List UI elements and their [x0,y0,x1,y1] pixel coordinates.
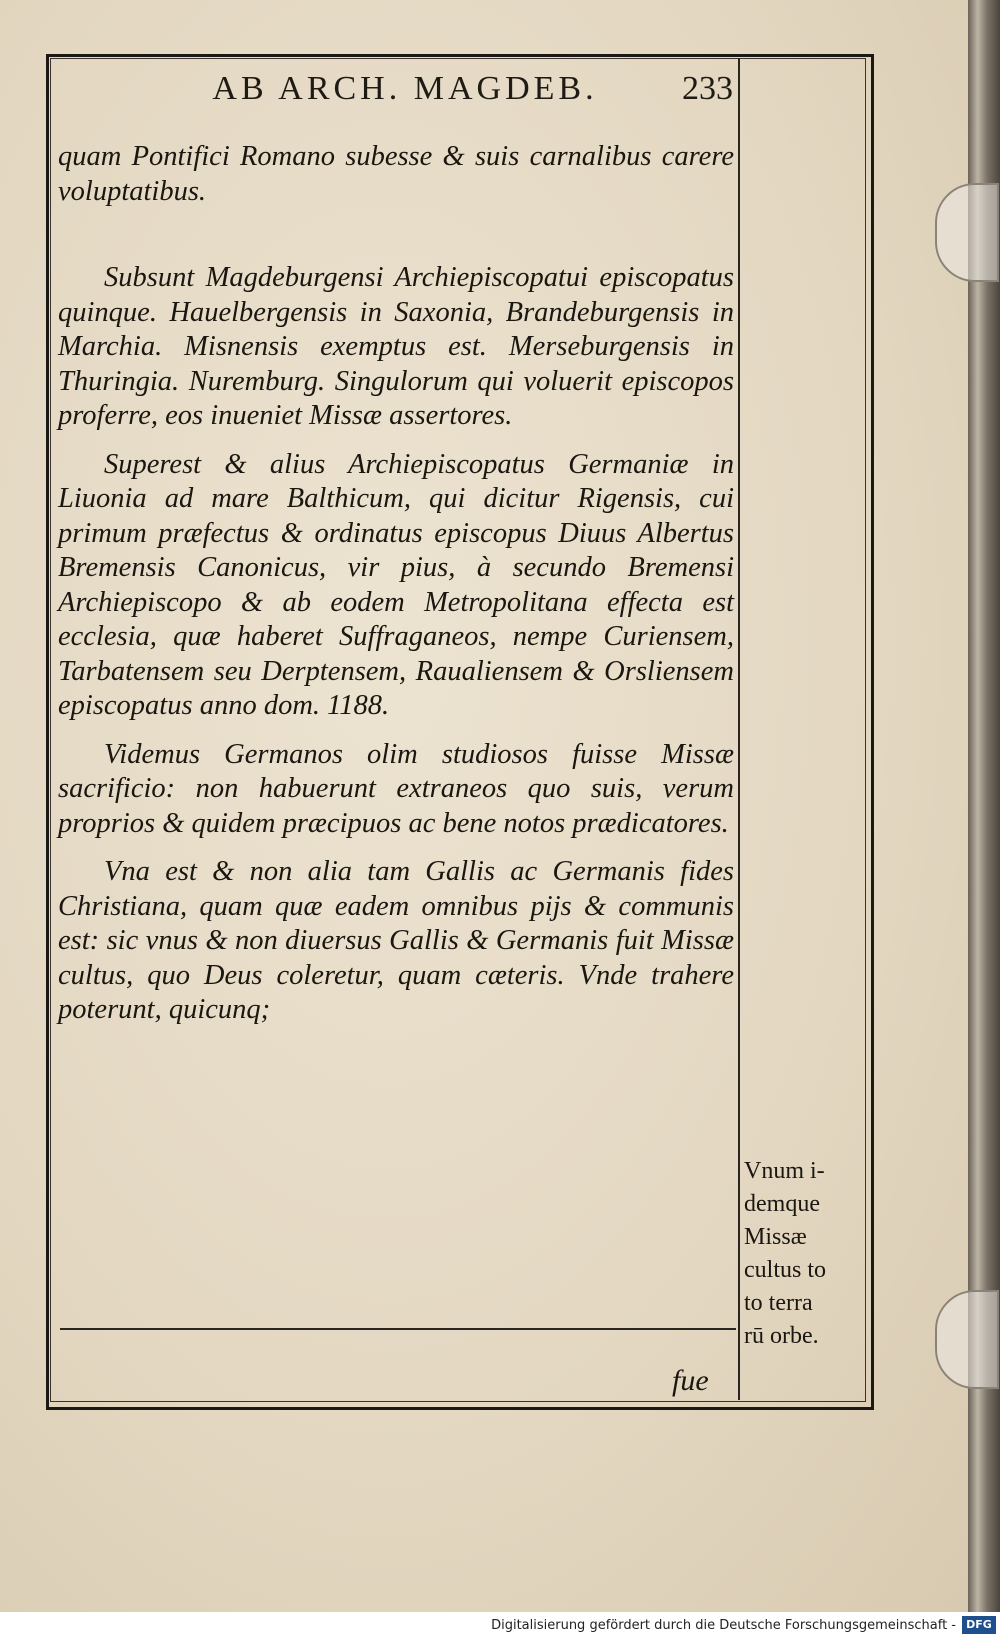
paragraph: Videmus Germanos olim studiosos fuisse Missæ sacrificio: non habuerunt extraneos quo suis, verum proprios & quidem præcipuos ac bene notos prædicatores. [58,738,734,839]
margin-note-line: rū orbe. [744,1323,819,1349]
catchword: fue [672,1364,709,1397]
paragraph: Superest & alius Archiepiscopatus Germaniæ in Liuonia ad mare Balthicum, qui dicitur Rigensis, cui primum præfectus & ordinatus episcopus Diuus Albertus Bremensis Canonicus, vir pius, à secundo Bremensi Archiepiscopo & ab eodem Metropolitana effecta est ecclesia, quæ haberet Suffraganeos, nempe Curiensem, Tarbatensem seu Derptensem, Raualiensem & Orsliensem episcopatus anno dom. 1188. [58,448,734,721]
footer-credit: Digitalisierung gefördert durch die Deutsche Forschungsgemeinschaft - [491,1618,956,1633]
margin-column-divider [738,58,740,1400]
paragraph: quam Pontifici Romano subesse & suis carnalibus carere voluptatibus. [58,141,734,207]
page-number: 233 [682,70,733,107]
page-clip-top [935,183,999,282]
paragraph: Vna est & non alia tam Gallis ac Germanis fides Christiana, quam quæ eadem omnibus pijs & communis est: sic vnus & non diuersus Gallis & Germanis fuit Missæ cultus, quo Deus coleretur, quam cæteris. Vnde trahere poterunt, quicunq; [58,856,734,1025]
bottom-rule [60,1328,736,1330]
margin-note-line: Missæ [744,1224,807,1250]
margin-note-line: to terra [744,1290,813,1316]
body-text [58,140,734,1028]
margin-note-line: cultus to [744,1257,826,1283]
dfg-logo-icon: DFG [962,1616,996,1634]
running-head: AB ARCH. MAGDEB. [212,70,598,107]
paragraph: Subsunt Magdeburgensi Archiepiscopatui episcopatus quinque. Hauelbergensis in Saxonia, Brandeburgensis in Marchia. Misnensis exemptus est. Merseburgensis in Thuringia. Nuremburg. Singulorum qui voluerit episcopos proferre, eos inueniet Missæ assertores. [58,262,734,431]
margin-note-line: Vnum i- [744,1158,825,1184]
margin-note-line: demque [744,1191,820,1217]
margin-note [744,1155,864,1353]
page-clip-bottom [935,1290,999,1389]
